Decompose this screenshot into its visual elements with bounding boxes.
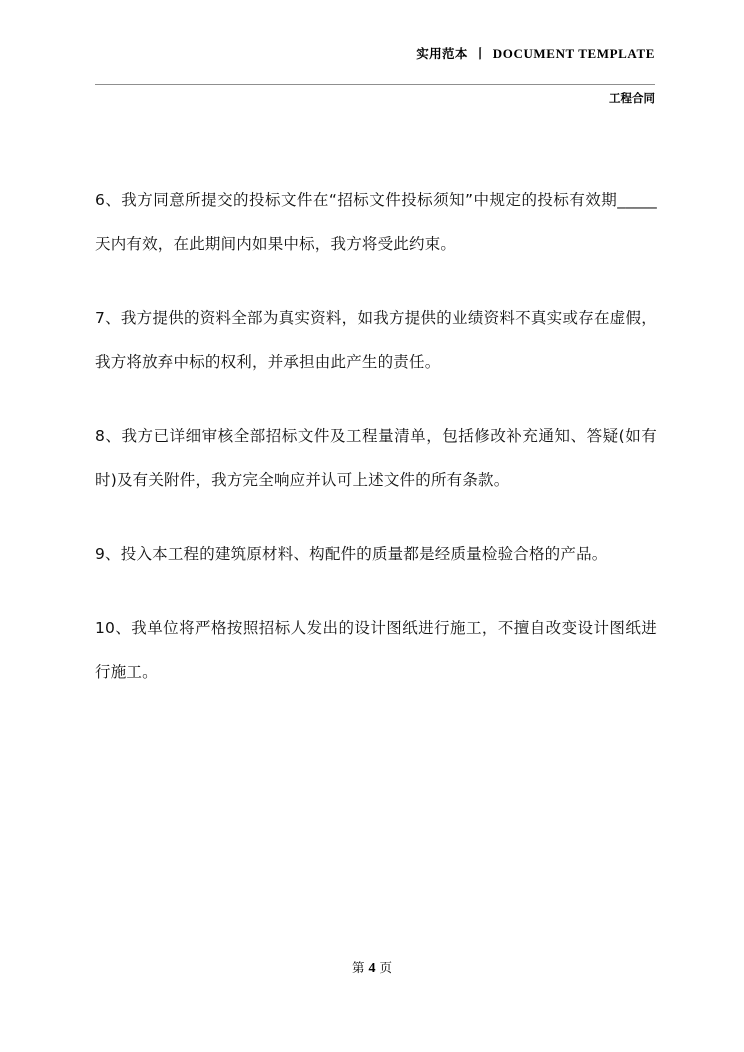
paragraph-10: 10、我单位将严格按照招标人发出的设计图纸进行施工，不擅自改变设计图纸进行施工。 — [95, 619, 657, 681]
paragraph-6: 6、我方同意所提交的投标文件在“招标文件投标须知”中规定的投标有效期_____天内有效，在此期间内如果中标，我方将受此约束。 — [95, 191, 657, 253]
footer-prefix: 第 — [351, 960, 365, 975]
paragraph-7: 7、我方提供的资料全部为真实资料，如我方提供的业绩资料不真实或存在虚假，我方将放弃中标的权利，并承担由此产生的责任。 — [95, 309, 657, 371]
header-subtitle: 工程合同 — [609, 91, 655, 105]
footer-suffix: 页 — [379, 960, 393, 975]
page-footer — [0, 958, 744, 977]
footer-page-number: 4 — [368, 961, 376, 976]
header-brand-en: DOCUMENT TEMPLATE — [492, 46, 655, 61]
page-header — [95, 44, 655, 62]
header-brand-cn: 实用范本 — [416, 46, 468, 61]
header-divider — [95, 84, 655, 85]
header-brand — [95, 44, 655, 62]
header-separator: 丨 — [473, 47, 487, 61]
document-body — [95, 178, 657, 694]
paragraph-9: 9、投入本工程的建筑原材料、构配件的质量都是经质量检验合格的产品。 — [95, 545, 608, 563]
paragraph-8: 8、我方已详细审核全部招标文件及工程量清单，包括修改补充通知、答疑(如有时)及有关附件，我方完全响应并认可上述文件的所有条款。 — [95, 427, 657, 489]
